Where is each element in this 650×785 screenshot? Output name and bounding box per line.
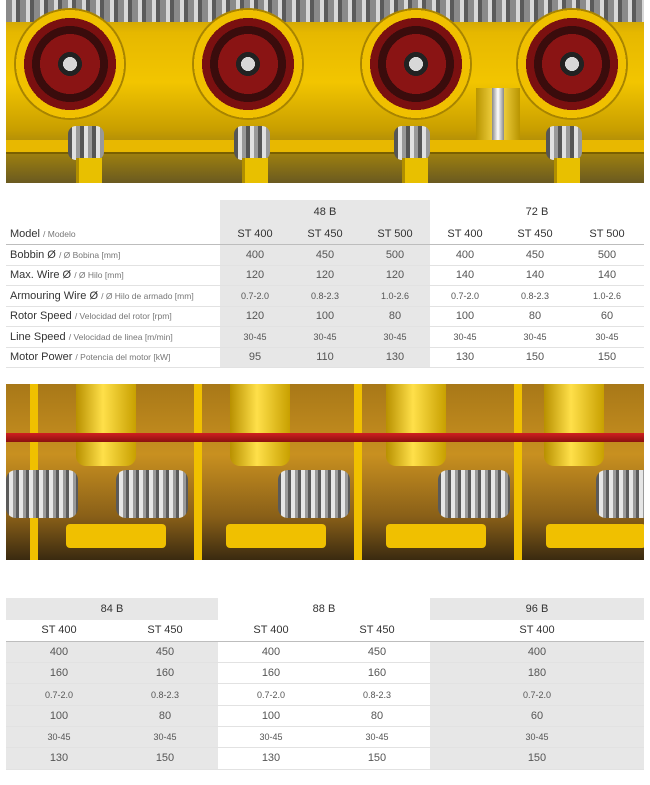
table-cell: 400 xyxy=(218,641,324,662)
table-cell: 450 xyxy=(324,641,430,662)
table-cell: 140 xyxy=(430,265,500,286)
table-cell: 130 xyxy=(218,748,324,769)
table-cell: 400 xyxy=(430,245,500,266)
table-cell: 130 xyxy=(360,347,430,368)
model-cell: ST 400 xyxy=(218,620,324,641)
table-cell: 0.7-2.0 xyxy=(220,286,290,307)
table-row xyxy=(6,641,644,662)
table-cell: 150 xyxy=(430,748,644,769)
model-cell: ST 450 xyxy=(112,620,218,641)
table-cell: 30-45 xyxy=(112,726,218,747)
table-cell: 450 xyxy=(290,245,360,266)
table-cell: 500 xyxy=(570,245,644,266)
table-cell: 0.8-2.3 xyxy=(112,684,218,705)
table-cell: 160 xyxy=(112,663,218,684)
model-cell: ST 400 xyxy=(220,224,290,245)
table-row xyxy=(6,347,644,368)
table-cell: 60 xyxy=(430,705,644,726)
table-cell: 130 xyxy=(6,748,112,769)
table-row xyxy=(6,306,644,327)
model-cell: ST 400 xyxy=(6,620,112,641)
row-label-armouring-wire: Armouring Wire Ø / Ø Hilo de armado [mm] xyxy=(6,286,220,307)
table-cell: 160 xyxy=(6,663,112,684)
table-cell: 150 xyxy=(112,748,218,769)
table-cell: 400 xyxy=(6,641,112,662)
machine-photo-bobbins xyxy=(6,0,644,183)
table-cell: 100 xyxy=(218,705,324,726)
table-cell: 30-45 xyxy=(430,327,500,348)
model-cell: ST 500 xyxy=(570,224,644,245)
table-cell: 100 xyxy=(290,306,360,327)
table-cell: 95 xyxy=(220,347,290,368)
table-row xyxy=(6,705,644,726)
table-cell: 1.0-2.6 xyxy=(570,286,644,307)
table-row xyxy=(6,663,644,684)
table-cell: 0.7-2.0 xyxy=(218,684,324,705)
table-cell: 30-45 xyxy=(218,726,324,747)
model-cell: ST 450 xyxy=(290,224,360,245)
table-cell: 500 xyxy=(360,245,430,266)
table-cell: 30-45 xyxy=(430,726,644,747)
row-label-rotor-speed: Rotor Speed / Velocidad del rotor [rpm] xyxy=(6,306,220,327)
table-cell: 80 xyxy=(112,705,218,726)
spec-table-48b-72b xyxy=(6,200,644,368)
group-72b: 72 B xyxy=(525,206,549,218)
table-cell: 0.7-2.0 xyxy=(430,286,500,307)
table-row xyxy=(6,265,644,286)
table-cell: 160 xyxy=(324,663,430,684)
table-cell: 450 xyxy=(500,245,570,266)
table-cell: 180 xyxy=(430,663,644,684)
group-84b: 84 B xyxy=(6,598,218,620)
table-cell: 80 xyxy=(500,306,570,327)
table-cell: 30-45 xyxy=(290,327,360,348)
table-row xyxy=(6,327,644,348)
table-cell: 60 xyxy=(570,306,644,327)
machine-photo-rotor xyxy=(6,384,644,560)
table-cell: 120 xyxy=(290,265,360,286)
table-cell: 30-45 xyxy=(500,327,570,348)
table-cell: 100 xyxy=(430,306,500,327)
model-label: Model / Modelo xyxy=(6,224,220,245)
table-row xyxy=(6,684,644,705)
table-cell: 110 xyxy=(290,347,360,368)
row-label-line-speed: Line Speed / Velocidad de linea [m/min] xyxy=(6,327,220,348)
model-cell: ST 500 xyxy=(360,224,430,245)
table-row xyxy=(6,748,644,769)
table-cell: 150 xyxy=(324,748,430,769)
group-96b: 96 B xyxy=(430,598,644,620)
table-cell: 0.7-2.0 xyxy=(6,684,112,705)
table-cell: 150 xyxy=(500,347,570,368)
table-cell: 0.8-2.3 xyxy=(324,684,430,705)
table-row xyxy=(6,286,644,307)
table-row xyxy=(6,245,644,266)
table-cell: 30-45 xyxy=(570,327,644,348)
table-cell: 1.0-2.6 xyxy=(360,286,430,307)
row-label-motor-power: Motor Power / Potencia del motor [kW] xyxy=(6,347,220,368)
table-cell: 400 xyxy=(220,245,290,266)
table-cell: 120 xyxy=(360,265,430,286)
table-cell: 0.7-2.0 xyxy=(430,684,644,705)
model-cell: ST 400 xyxy=(430,620,644,641)
model-cell: ST 450 xyxy=(324,620,430,641)
table-cell: 0.8-2.3 xyxy=(500,286,570,307)
table-cell: 140 xyxy=(500,265,570,286)
table-cell: 80 xyxy=(360,306,430,327)
table-cell: 120 xyxy=(220,306,290,327)
table-cell: 30-45 xyxy=(6,726,112,747)
row-label-bobbin: Bobbin Ø / Ø Bobina [mm] xyxy=(6,245,220,266)
group-48b: 48 B xyxy=(220,200,430,224)
group-88b: 88 B xyxy=(312,603,336,615)
table-cell: 30-45 xyxy=(324,726,430,747)
table-cell: 120 xyxy=(220,265,290,286)
table-cell: 80 xyxy=(324,705,430,726)
table-cell: 130 xyxy=(430,347,500,368)
table-cell: 0.8-2.3 xyxy=(290,286,360,307)
table-cell: 140 xyxy=(570,265,644,286)
spec-table-84b-88b-96b xyxy=(6,598,644,770)
model-cell: ST 400 xyxy=(430,224,500,245)
table-cell: 150 xyxy=(570,347,644,368)
model-cell: ST 450 xyxy=(500,224,570,245)
row-label-max-wire: Max. Wire Ø / Ø Hilo [mm] xyxy=(6,265,220,286)
table-cell: 400 xyxy=(430,641,644,662)
table-cell: 160 xyxy=(218,663,324,684)
table-cell xyxy=(6,200,220,224)
table-cell: 100 xyxy=(6,705,112,726)
table-row xyxy=(6,726,644,747)
table-cell: 450 xyxy=(112,641,218,662)
table-cell: 30-45 xyxy=(220,327,290,348)
table-cell: 30-45 xyxy=(360,327,430,348)
